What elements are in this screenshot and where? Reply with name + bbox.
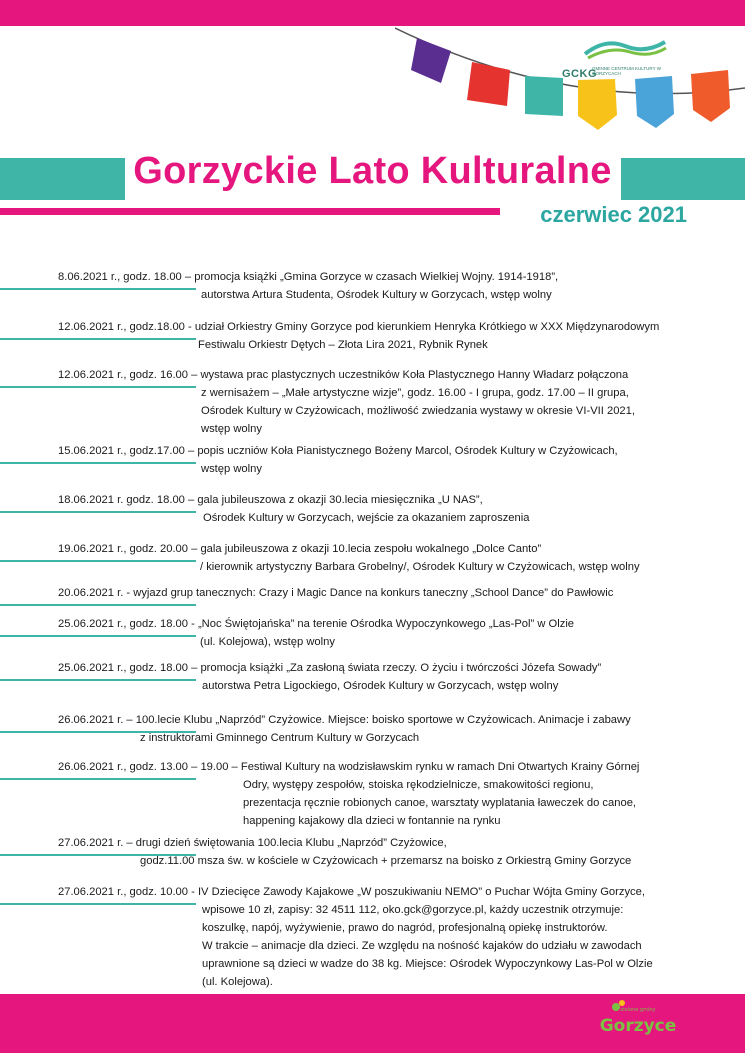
event-underline (0, 560, 196, 562)
flag-purple (411, 38, 451, 83)
gorzyce-logo-text: Gorzyce (599, 1016, 677, 1036)
flag-orange (691, 70, 730, 122)
title-underline (0, 208, 500, 215)
event-continuation-line: W trakcie – animacje dla dzieci. Ze względu na nośność kajaków do udziału w zawodach (202, 940, 642, 952)
event-continuation-line: happening kajakowy dla dzieci w fontannie na rynku (243, 815, 501, 827)
event-continuation-line: uprawnione są dzieci w wadze do 38 kg. Miejsce: Ośrodek Wypoczynkowy Las-Pol w Olzie (202, 958, 653, 970)
event-first-line: 27.06.2021 r. – drugi dzień świętowania 100.lecia Klubu „Naprzód” Czyżowice, (58, 837, 447, 849)
event-underline (0, 903, 196, 905)
flag-blue (635, 76, 674, 128)
event-first-line: 15.06.2021 r., godz.17.00 – popis uczniów Koła Pianistycznego Bożeny Marcol, Ośrodek Kultury w Czyżowicach, (58, 445, 618, 457)
event-continuation-line: autorstwa Artura Studenta, Ośrodek Kultury w Gorzycach, wstęp wolny (201, 289, 552, 301)
event-continuation-line: (ul. Kolejowa), wstęp wolny (200, 636, 335, 648)
event-underline (0, 604, 196, 606)
event-continuation-line: Ośrodek Kultury w Gorzycach, wejście za okazaniem zaproszenia (203, 512, 530, 524)
event-first-line: 12.06.2021 r., godz.18.00 - udział Orkiestry Gminy Gorzyce pod kierunkiem Henryka Krótkiego w XXX Międzynarodowym (58, 321, 660, 333)
event-continuation-line: Festiwalu Orkiestr Dętych – Złota Lira 2021, Rybnik Rynek (198, 339, 488, 351)
event-continuation-line: z wernisażem – „Małe artystyczne wizje”, godz. 16.00 - I grupa, godz. 17.00 – II grupa, (201, 387, 629, 399)
gckg-logo-mark (580, 36, 670, 62)
gorzyce-logo-tagline: zielone gminy (620, 1007, 656, 1013)
event-underline (0, 635, 196, 637)
event-first-line: 12.06.2021 r., godz. 16.00 – wystawa prac plastycznych uczestników Koła Plastycznego Hanny Władarz połączona (58, 369, 629, 381)
event-first-line: 25.06.2021 r., godz. 18.00 – promocja książki „Za zasłoną świata rzeczy. O życiu i twórczości Józefa Sowady” (58, 662, 602, 674)
event-continuation-line: (ul. Kolejowa). (202, 976, 273, 988)
event-continuation-line: Odry, występy zespołów, stoiska rękodzielnicze, smakowitości regionu, (243, 779, 594, 791)
event-continuation-line: koszulkę, napój, wyżywienie, prawo do nagród, profesjonalną opiekę instruktorów. (202, 922, 608, 934)
event-first-line: 26.06.2021 r. – 100.lecie Klubu „Naprzód” Czyżowice. Miejsce: boisko sportowe w Czyżowicach. Animacje i zabawy (58, 714, 631, 726)
event-continuation-line: godz.11.00 msza św. w kościele w Czyżowicach + przemarsz na boisko z Orkiestrą Gminy Gorzyce (140, 855, 632, 867)
event-underline (0, 511, 196, 513)
event-underline (0, 462, 196, 464)
event-first-line: 20.06.2021 r. - wyjazd grup tanecznych: Crazy i Magic Dance na konkurs taneczny „School Dance” do Pawłowic (58, 587, 614, 599)
flag-yellow (578, 79, 617, 130)
page-title: Gorzyckie Lato Kulturalne (133, 150, 612, 192)
event-continuation-line: wstęp wolny (201, 463, 262, 475)
event-underline (0, 338, 196, 340)
event-underline (0, 386, 196, 388)
event-underline (0, 288, 196, 290)
page-subtitle: czerwiec 2021 (540, 202, 687, 227)
event-continuation-line: prezentacja ręcznie robionych canoe, warsztaty wyplatania ławeczek do canoe, (243, 797, 637, 809)
event-first-line: 18.06.2021 r. godz. 18.00 – gala jubileuszowa z okazji 30.lecia miesięcznika „U NAS”, (58, 494, 483, 506)
event-continuation-line: autorstwa Petra Ligockiego, Ośrodek Kultury w Gorzycach, wstęp wolny (202, 680, 559, 692)
flag-red (467, 62, 510, 106)
flag-teal (525, 76, 563, 116)
event-underline (0, 679, 196, 681)
event-continuation-line: z instruktorami Gminnego Centrum Kultury w Gorzycach (140, 732, 420, 744)
event-first-line: 25.06.2021 r., godz. 18.00 - „Noc Świętojańska” na terenie Ośrodka Wypoczynkowego „Las-Pol” w Olzie (58, 618, 575, 630)
event-continuation-line: Ośrodek Kultury w Czyżowicach, możliwość zwiedzania wystawy w okresie VI-VII 2021, (201, 405, 635, 417)
gorzyce-logo (598, 995, 678, 1040)
event-continuation-line: wpisowe 10 zł, zapisy: 32 4511 112, oko.gck@gorzyce.pl, każdy uczestnik otrzymuje: (202, 904, 624, 916)
gckg-logo-abbr: GCKG (562, 68, 597, 80)
event-first-line: 8.06.2021 r., godz. 18.00 – promocja książki „Gmina Gorzyce w czasach Wielkiej Wojny. 1914-1918”, (58, 271, 559, 283)
event-first-line: 27.06.2021 r., godz. 10.00 - IV Dziecięce Zawody Kajakowe „W poszukiwaniu NEMO” o Puchar Wójta Gminy Gorzyce, (58, 886, 645, 898)
event-first-line: 19.06.2021 r., godz. 20.00 – gala jubileuszowa z okazji 10.lecia zespołu wokalnego „Dolce Canto” (58, 543, 542, 555)
event-underline (0, 778, 196, 780)
event-continuation-line: / kierownik artystyczny Barbara Grobelny/, Ośrodek Kultury w Czyżowicach, wstęp wolny (200, 561, 640, 573)
event-first-line: 26.06.2021 r., godz. 13.00 – 19.00 – Festiwal Kultury na wodzisławskim rynku w ramach Dni Otwartych Krainy Górnej (58, 761, 640, 773)
gckg-logo-name: GMINNE CENTRUM KULTURY W GORZYCACH (592, 66, 662, 76)
event-continuation-line: wstęp wolny (201, 423, 262, 435)
